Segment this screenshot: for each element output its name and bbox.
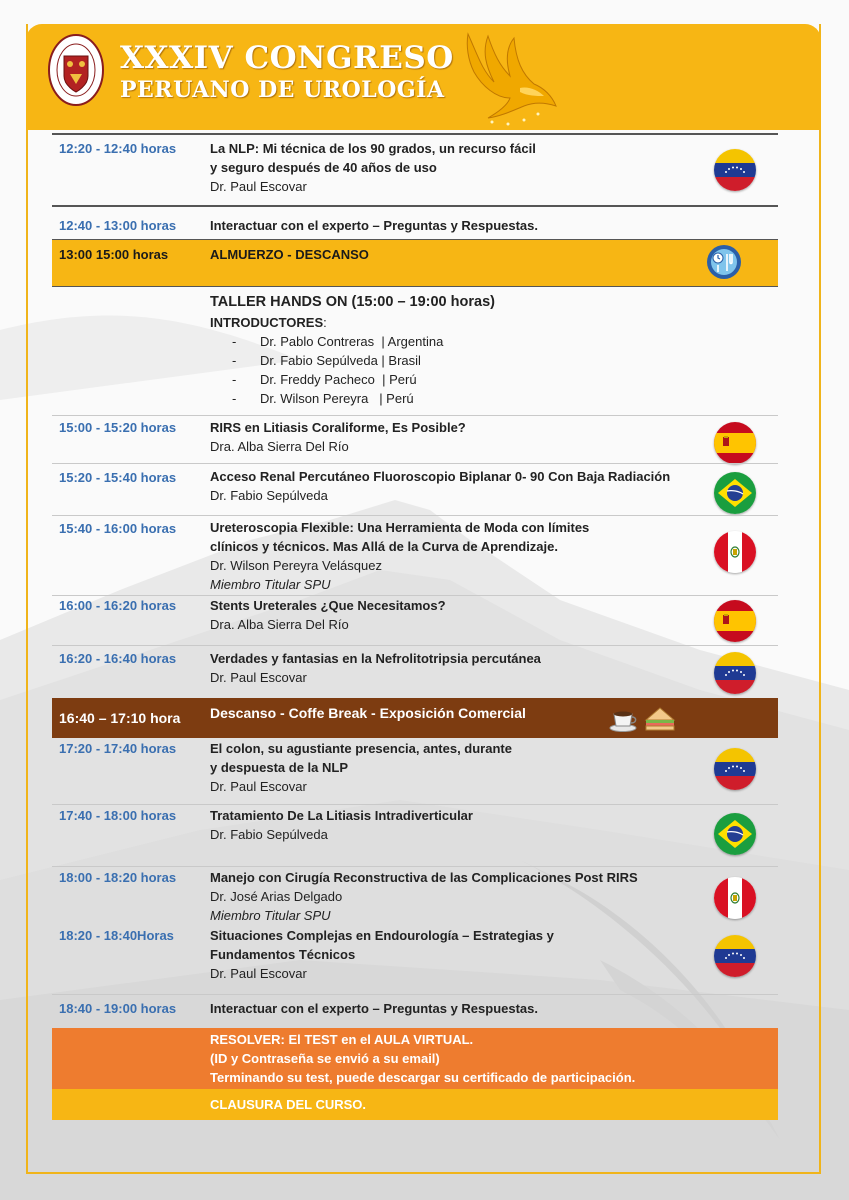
- session-time: 15:40 - 16:00 horas: [59, 521, 177, 536]
- speaker-name: Dr. Wilson Pereyra Velásquez: [210, 558, 382, 573]
- session-title: Acceso Renal Percutáneo Fluoroscopio Biplanar 0- 90 Con Baja Radiación: [210, 469, 671, 484]
- speaker-name: Dr. Paul Escovar: [210, 670, 307, 685]
- speaker-name: Dra. Alba Sierra Del Río: [210, 617, 349, 632]
- session-title: ALMUERZO - DESCANSO: [210, 247, 369, 262]
- congress-title-line1: XXXIV CONGRESO: [120, 40, 454, 76]
- session-content: [210, 649, 541, 687]
- speaker-role: Miembro Titular SPU: [210, 577, 331, 592]
- session-content: [210, 868, 638, 925]
- brazil-flag-icon: [714, 472, 756, 514]
- session-title: Stents Ureterales ¿Que Necesitamos?: [210, 598, 446, 613]
- session-time: 13:00 15:00 horas: [59, 247, 169, 262]
- introductores-heading: [210, 313, 495, 332]
- congress-title-line2: PERUANO DE UROLOGÍA: [120, 77, 445, 103]
- speaker-name: Dr. Fabio Sepúlveda: [210, 488, 328, 503]
- session-content: [210, 806, 473, 844]
- list-item: - Dr. Wilson Pereyra | Perú: [210, 389, 495, 408]
- brazil-flag-icon: [714, 813, 756, 855]
- venezuela-flag-icon: [714, 652, 756, 694]
- session-time: 17:40 - 18:00 horas: [59, 808, 177, 823]
- list-item: - Dr. Pablo Contreras | Argentina: [210, 332, 495, 351]
- introductores-list: [210, 332, 495, 408]
- session-title-cont: Fundamentos Técnicos: [210, 947, 356, 962]
- session-title: Interactuar con el experto – Preguntas y Respuestas.: [210, 1001, 539, 1016]
- session-title: Interactuar con el experto – Preguntas y Respuestas.: [210, 218, 539, 233]
- introductores-label: INTRODUCTORES: [210, 315, 324, 330]
- closing-content: [210, 1095, 366, 1114]
- notice-line: Terminando su test, puede descargar su certificado de participación.: [210, 1070, 636, 1085]
- session-row: [52, 924, 778, 994]
- session-row: [52, 738, 778, 804]
- speaker-name: Dr. Paul Escovar: [210, 179, 307, 194]
- venezuela-flag-icon: [714, 149, 756, 191]
- closing-text: CLAUSURA DEL CURSO.: [210, 1097, 367, 1112]
- session-row: [52, 866, 778, 925]
- session-title-cont: y seguro después de 40 años de uso: [210, 160, 437, 175]
- session-title-cont: y despuesta de la NLP: [210, 760, 348, 775]
- society-seal-logo: [48, 34, 104, 106]
- closing-row: [52, 1089, 778, 1120]
- session-row: [52, 205, 778, 241]
- session-content: [210, 926, 554, 983]
- session-content: [210, 739, 512, 796]
- session-time: 15:20 - 15:40 horas: [59, 470, 177, 485]
- session-row: [52, 515, 778, 596]
- session-title: Descanso - Coffe Break - Exposición Comercial: [210, 705, 526, 721]
- session-title: Ureteroscopia Flexible: Una Herramienta de Moda con límites: [210, 520, 590, 535]
- session-time: 12:20 - 12:40 horas: [59, 141, 177, 156]
- spain-flag-icon: [714, 422, 756, 464]
- notice-line: RESOLVER: El TEST en el AULA VIRTUAL.: [210, 1032, 474, 1047]
- session-title: Verdades y fantasias en la Nefrolitotripsia percutánea: [210, 651, 541, 666]
- session-time: 18:20 - 18:40Horas: [59, 928, 174, 943]
- session-row: [52, 595, 778, 646]
- session-title: La NLP: Mi técnica de los 90 grados, un recurso fácil: [210, 141, 536, 156]
- session-row: [52, 133, 778, 205]
- session-row: [52, 463, 778, 516]
- session-content: [210, 245, 369, 264]
- session-row: [52, 994, 778, 1027]
- test-notice-row: [52, 1028, 778, 1089]
- peru-flag-icon: [714, 877, 756, 919]
- session-title-cont: clínicos y técnicos. Mas Allá de la Curva de Aprendizaje.: [210, 539, 558, 554]
- speaker-name: Dr. Paul Escovar: [210, 779, 307, 794]
- session-content: [210, 216, 538, 235]
- lunch-clock-icon: [706, 244, 742, 280]
- workshop-section: [52, 285, 778, 415]
- venezuela-flag-icon: [714, 935, 756, 977]
- spain-flag-icon: [714, 600, 756, 642]
- venezuela-flag-icon: [714, 748, 756, 790]
- list-item: - Dr. Freddy Pacheco | Perú: [210, 370, 495, 389]
- introductores-colon: :: [323, 315, 327, 330]
- session-title: Tratamiento De La Litiasis Intradiverticular: [210, 808, 473, 823]
- notice-line: (ID y Contraseña se envió a su email): [210, 1051, 440, 1066]
- session-time: 16:20 - 16:40 horas: [59, 651, 177, 666]
- session-time: 16:40 – 17:10 hora: [59, 710, 181, 726]
- session-content: [210, 999, 538, 1018]
- speaker-role: Miembro Titular SPU: [210, 908, 331, 923]
- coffee-break-row: [52, 698, 778, 738]
- session-time: 18:40 - 19:00 horas: [59, 1001, 177, 1016]
- session-content: [210, 418, 466, 456]
- sandwich-icon: [644, 704, 676, 732]
- session-title: RIRS en Litiasis Coraliforme, Es Posible?: [210, 420, 466, 435]
- session-content: [210, 518, 589, 594]
- session-row: [52, 645, 778, 699]
- session-content: [210, 139, 536, 196]
- session-content: [210, 596, 446, 634]
- session-row: [52, 415, 778, 464]
- session-time: 15:00 - 15:20 horas: [59, 420, 177, 435]
- notice-content: [210, 1030, 635, 1087]
- speaker-name: Dr. José Arias Delgado: [210, 889, 343, 904]
- session-content: [210, 704, 526, 723]
- session-time: 12:40 - 13:00 horas: [59, 218, 177, 233]
- speaker-name: Dra. Alba Sierra Del Río: [210, 439, 349, 454]
- speaker-name: Dr. Paul Escovar: [210, 966, 307, 981]
- workshop-heading: TALLER HANDS ON (15:00 – 19:00 horas): [210, 294, 495, 310]
- session-time: 18:00 - 18:20 horas: [59, 870, 177, 885]
- speaker-name: Dr. Fabio Sepúlveda: [210, 827, 328, 842]
- session-title: El colon, su agustiante presencia, antes, durante: [210, 741, 512, 756]
- session-time: 17:20 - 17:40 horas: [59, 741, 177, 756]
- list-item: - Dr. Fabio Sepúlveda | Brasil: [210, 351, 495, 370]
- session-title: Manejo con Cirugía Reconstructiva de las Complicaciones Post RIRS: [210, 870, 638, 885]
- condor-logo: [448, 26, 558, 130]
- session-row: [52, 804, 778, 867]
- coffee-cup-icon: [608, 702, 640, 734]
- session-time: 16:00 - 16:20 horas: [59, 598, 177, 613]
- peru-flag-icon: [714, 531, 756, 573]
- lunch-row: [52, 239, 778, 287]
- session-title: Situaciones Complejas en Endourología – Estrategias y: [210, 928, 554, 943]
- session-content: [210, 467, 670, 505]
- workshop-content: [210, 293, 495, 408]
